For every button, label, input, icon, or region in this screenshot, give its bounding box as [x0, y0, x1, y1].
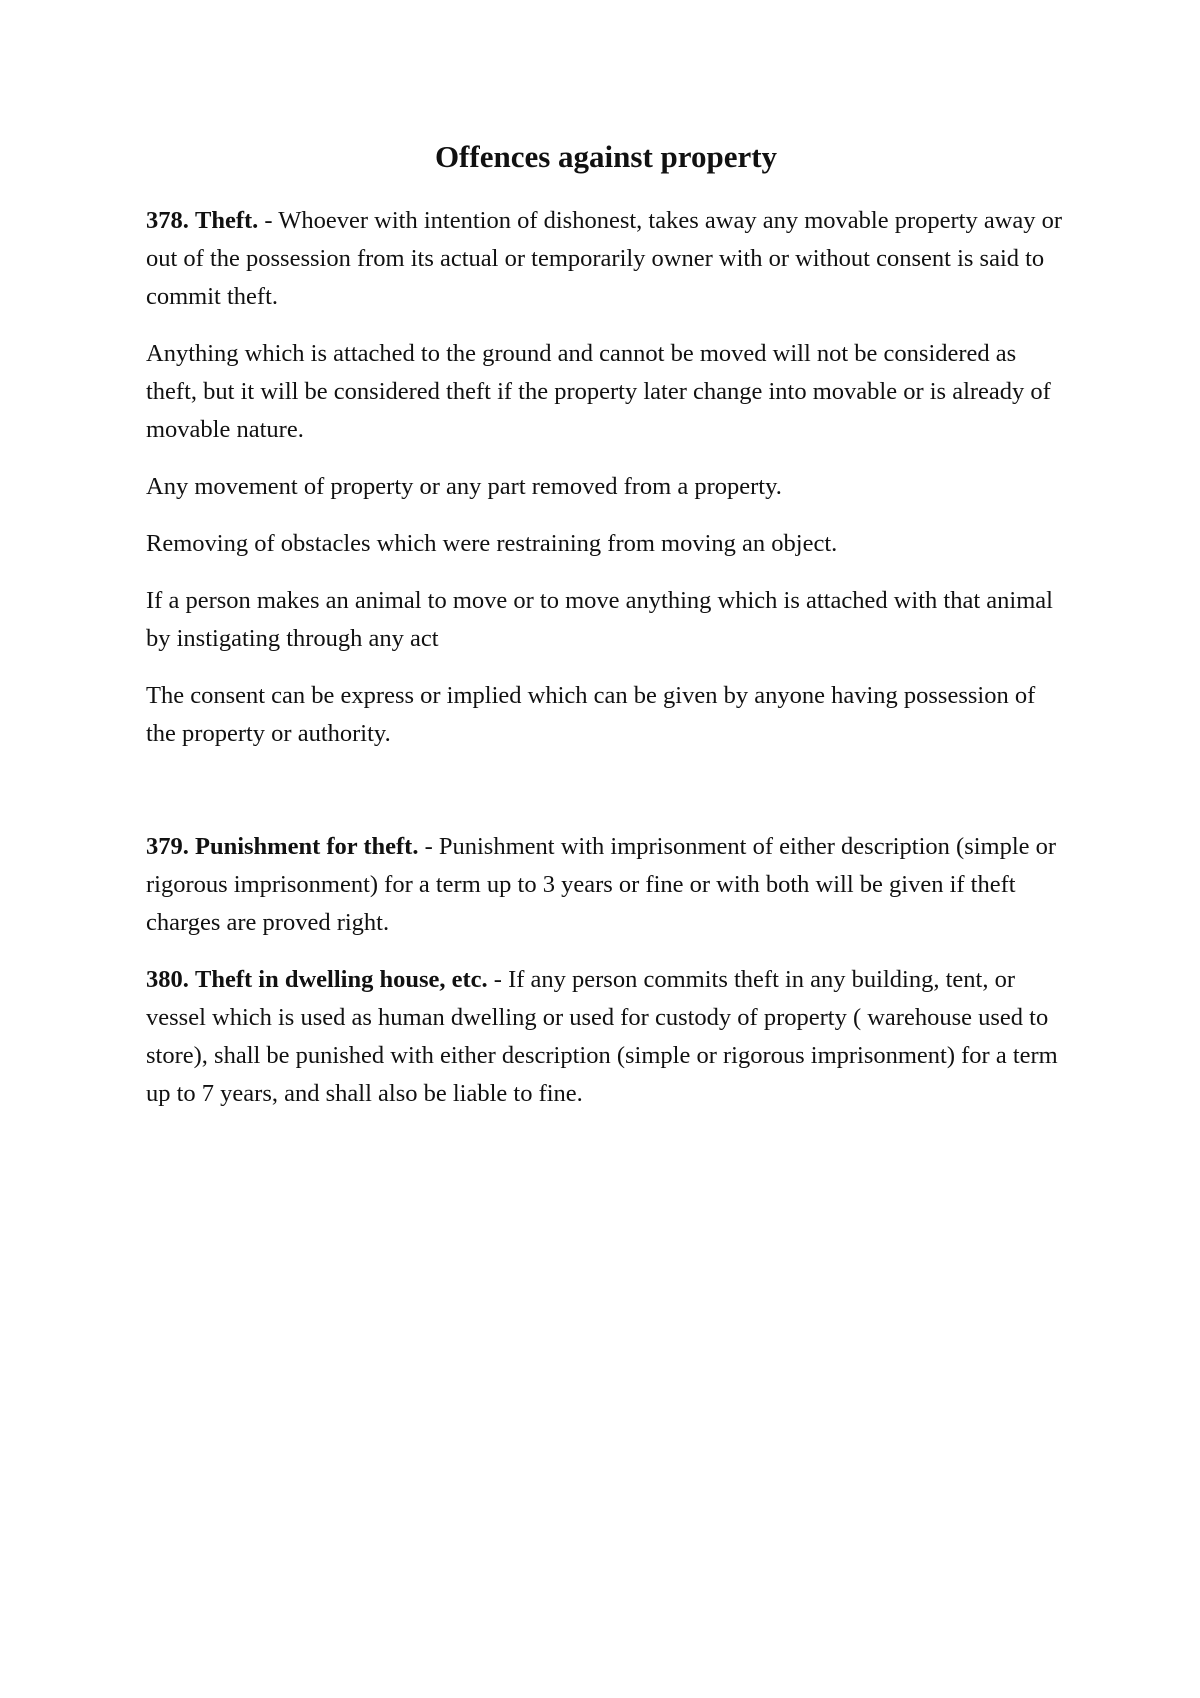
section-380-paragraph	[146, 961, 1066, 1113]
section-379-body: Punishment with imprisonment of either description (simple or rigorous imprisonment) for a term up to 3 years or fine or with both will be given if theft charges are proved right.	[146, 833, 1057, 936]
section-380-number: 380.	[146, 966, 189, 993]
section-379-paragraph	[146, 828, 1066, 942]
section-378-explanation-5: The consent can be express or implied which can be given by anyone having possession of the property or authority.	[146, 682, 1036, 747]
section-378-explanation-2: Any movement of property or any part removed from a property.	[146, 473, 782, 500]
section-spacer	[146, 772, 1066, 828]
section-379-heading: Punishment for theft.	[195, 833, 419, 860]
section-378-heading: Theft.	[195, 207, 259, 234]
section-378-explanation-3: Removing of obstacles which were restraining from moving an object.	[146, 530, 838, 557]
section-380-separator: -	[487, 966, 509, 993]
section-380-body: If any person commits theft in any building, tent, or vessel which is used as human dwelling or used for custody of property ( warehouse used to store), shall be punished with either description (simple or rigorous imprisonment) for a term up to 7 years, and shall also be liable to fine.	[146, 966, 1058, 1107]
section-378-paragraph	[146, 202, 1066, 316]
section-378-number: 378.	[146, 207, 189, 234]
section-378-explanation-4: If a person makes an animal to move or to move anything which is attached with that animal by instigating through any act	[146, 587, 1053, 652]
section-378-explanation-1: Anything which is attached to the ground and cannot be moved will not be considered as theft, but it will be considered theft if the property later change into movable or is already of movable nature.	[146, 340, 1051, 443]
section-378-body: Whoever with intention of dishonest, takes away any movable property away or out of the possession from its actual or temporarily owner with or without consent is said to commit theft.	[146, 207, 1063, 310]
section-379-number: 379.	[146, 833, 189, 860]
section-379-separator: -	[418, 833, 439, 860]
section-378-separator: -	[258, 207, 279, 234]
document-content	[146, 138, 1066, 1132]
page-title: Offences against property	[434, 139, 778, 174]
section-380-heading: Theft in dwelling house, etc.	[195, 966, 488, 993]
